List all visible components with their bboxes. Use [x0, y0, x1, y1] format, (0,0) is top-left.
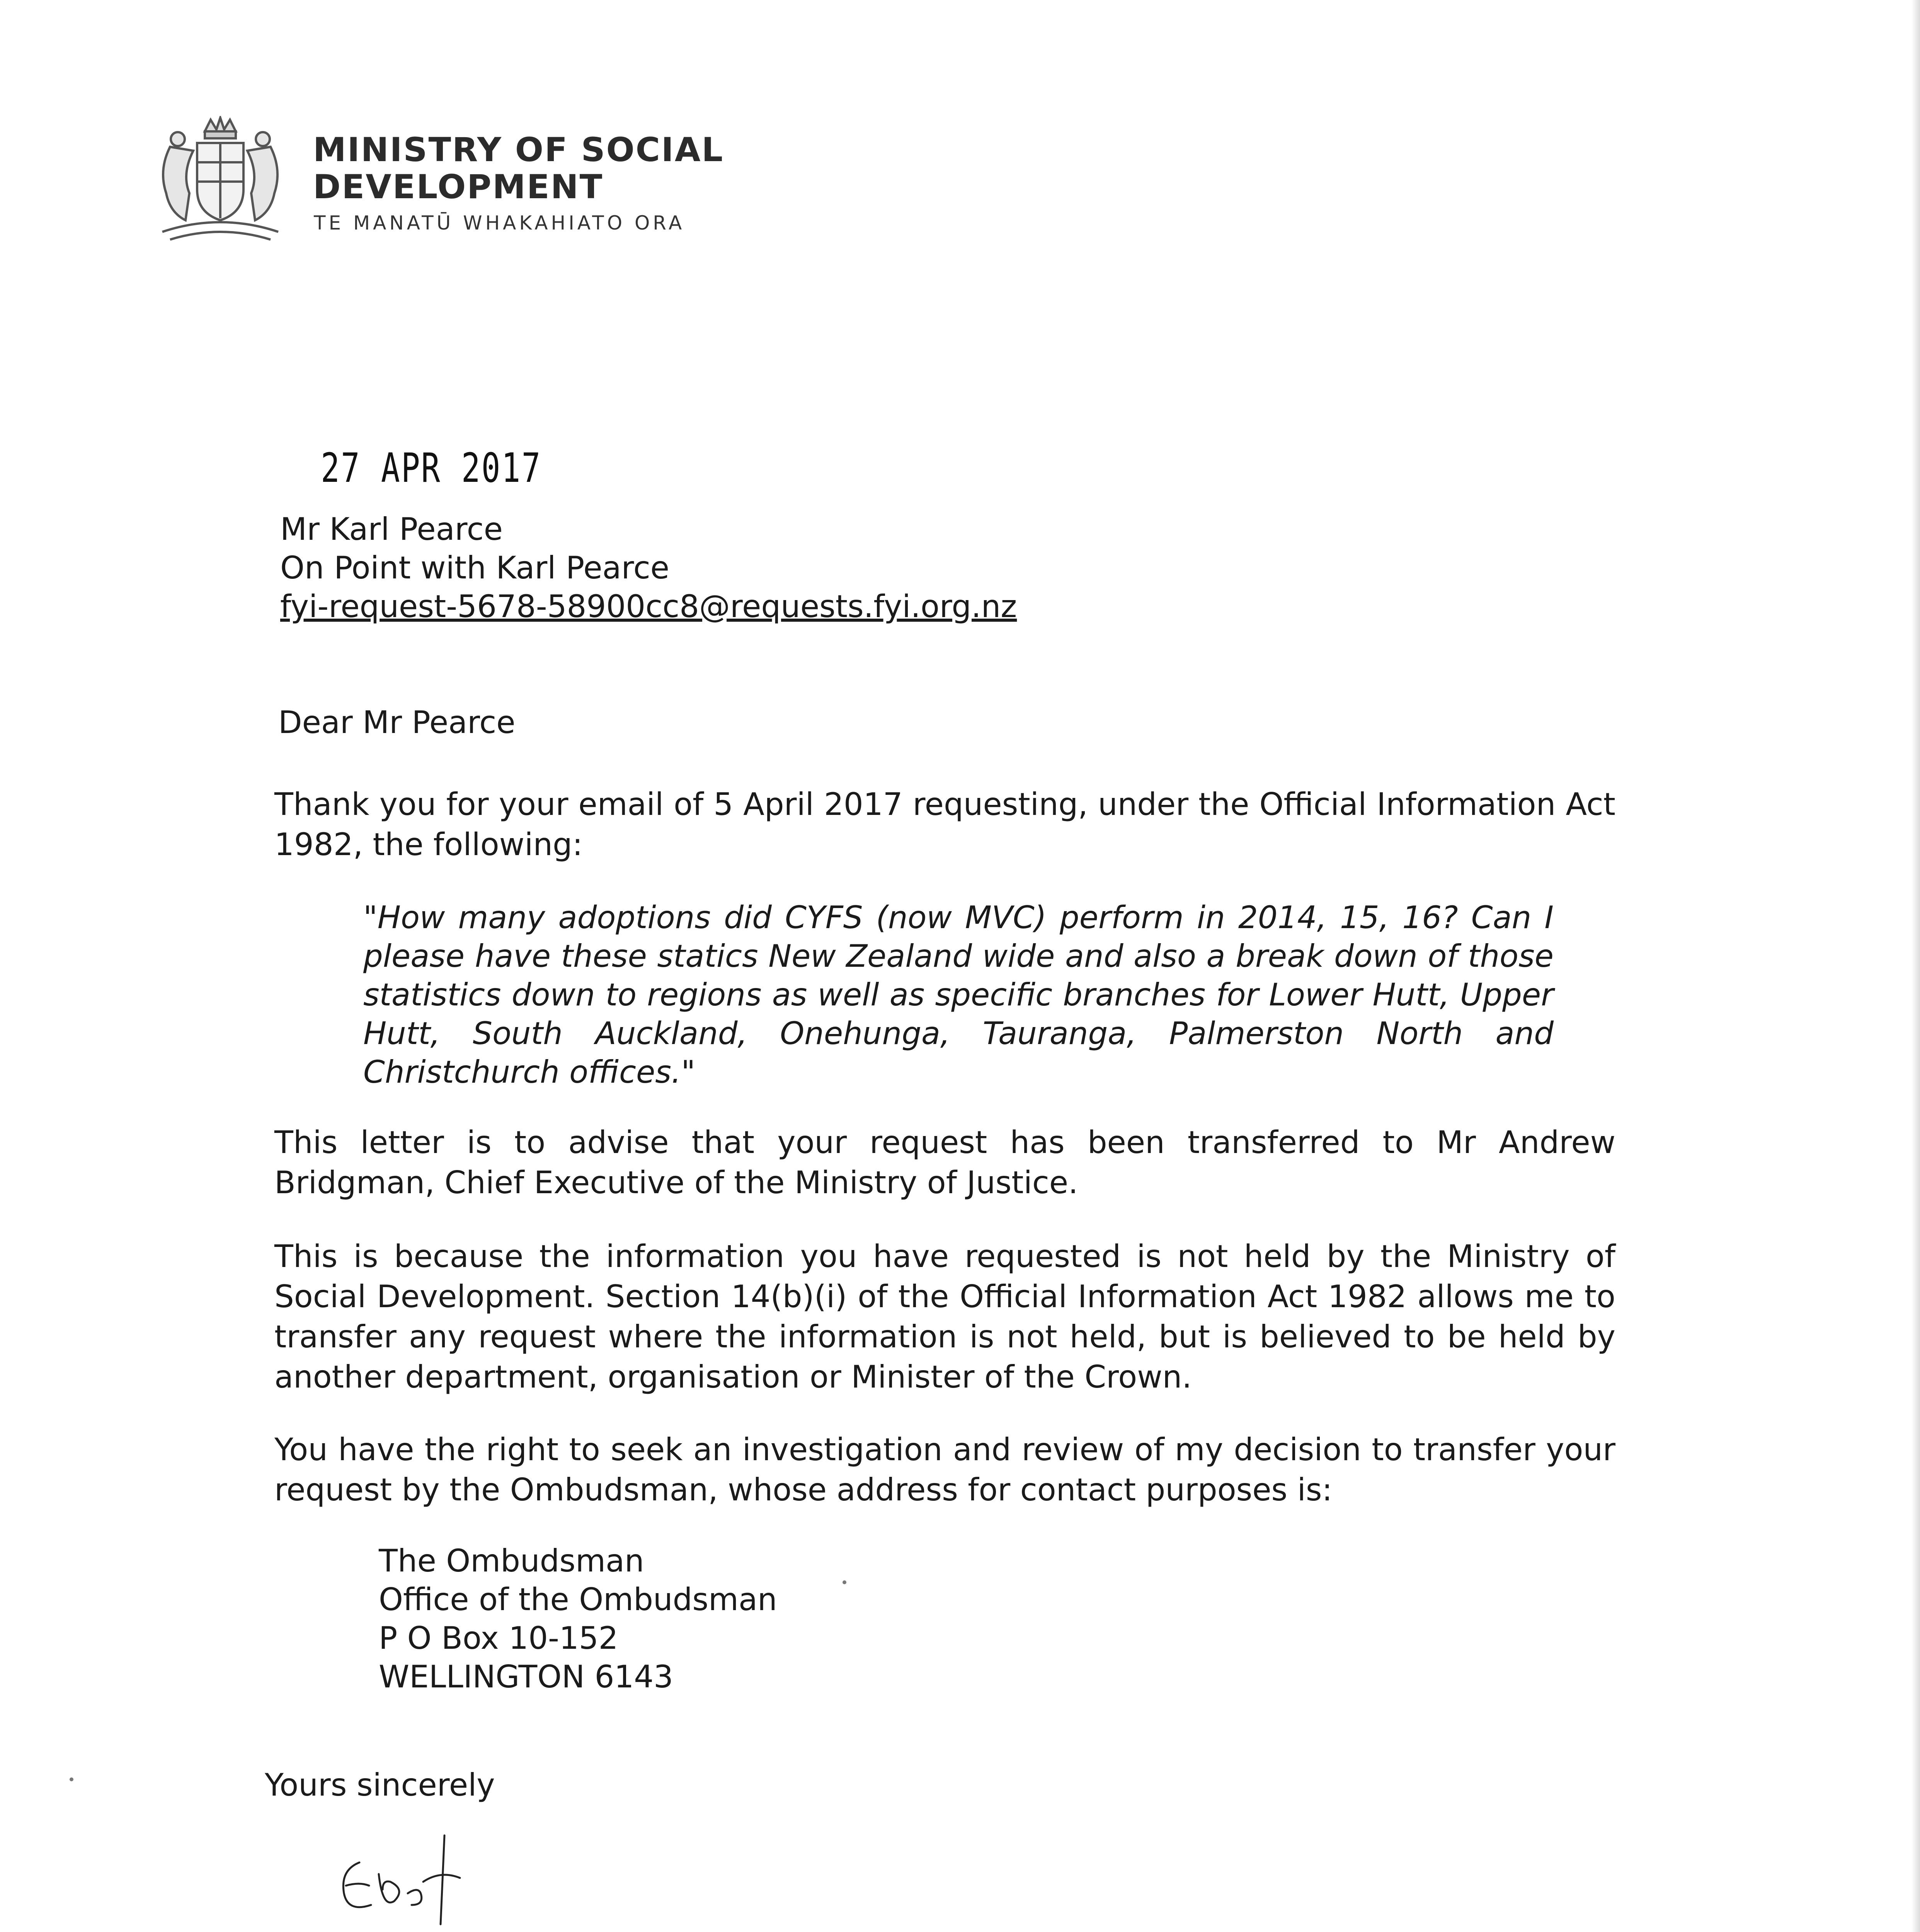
scan-speck [70, 1777, 73, 1781]
rights-paragraph: You have the right to seek an investigation and review of my decision to transfer your request by the Ombudsman, whose address for contact purposes is: [274, 1432, 1615, 1508]
scan-speck [843, 1580, 846, 1584]
nz-coat-of-arms-icon [147, 116, 294, 247]
org-name [313, 131, 724, 206]
org-maori-name: TE MANATŪ WHAKAHIATO ORA [314, 212, 685, 234]
recipient-block [280, 510, 1017, 626]
transfer-paragraph: This letter is to advise that your request has been transferred to Mr Andrew Bridgman, Chief Executive of the Ministry of Justice. [274, 1124, 1615, 1201]
recipient-email-link[interactable]: fyi-request-5678-58900cc8@requests.fyi.org.nz [280, 588, 1017, 624]
reason-paragraph: This is because the information you have requested is not held by the Ministry of Social Development. Section 14(b)(i) of the Official Information Act 1982 allows me to transfer any request where the information is not held, but is believed to be held by another department, organisation or Minister of the Crown. [274, 1238, 1615, 1395]
recipient-organisation: On Point with Karl Pearce [280, 550, 669, 586]
org-name-line2: DEVELOPMENT [313, 168, 604, 206]
address-line: WELLINGTON 6143 [379, 1659, 674, 1695]
date-stamp: 27 APR 2017 [321, 444, 542, 492]
intro-paragraph: Thank you for your email of 5 April 2017 requesting, under the Official Information Act 1982, the following: [274, 786, 1615, 862]
recipient-name: Mr Karl Pearce [280, 511, 503, 547]
address-line: Office of the Ombudsman [379, 1582, 777, 1617]
address-line: P O Box 10-152 [379, 1620, 618, 1656]
request-quote: "How many adoptions did CYFS (now MVC) perform in 2014, 15, 16? Can I please have these statics New Zealand wide and also a break down of those statistics down to regions as well as specific branches for Lower Hutt, Upper Hutt, South Auckland, Onehunga, Tauranga, Palmerston North and Christchurch offices." [363, 900, 1554, 1090]
closing: Yours sincerely [265, 1767, 495, 1803]
page-edge-shadow [1911, 0, 1920, 1932]
org-name-line1: MINISTRY OF SOCIAL [313, 131, 724, 169]
handwritten-signature [325, 1828, 526, 1928]
salutation: Dear Mr Pearce [278, 704, 516, 740]
address-line: The Ombudsman [379, 1543, 644, 1579]
ombudsman-address [379, 1542, 777, 1696]
